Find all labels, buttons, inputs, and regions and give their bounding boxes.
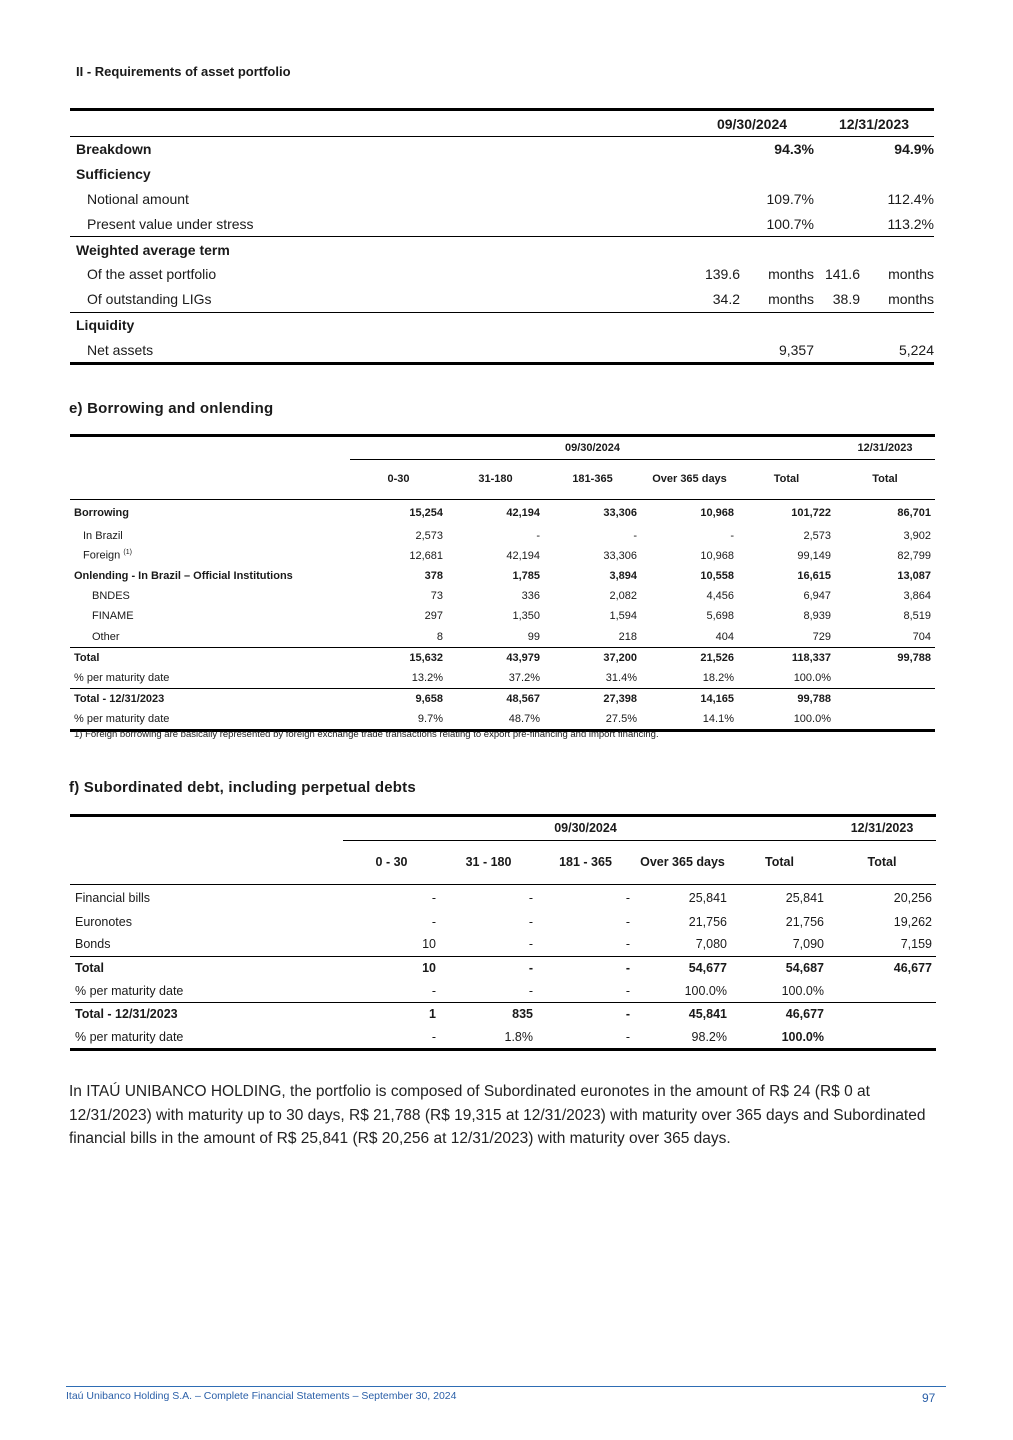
group-header-2024: 09/30/2024 (350, 436, 835, 460)
cell-value (835, 689, 935, 710)
cell-value: 3,864 (903, 590, 931, 603)
table-row-breakdown (70, 137, 934, 162)
cell-value: 835 (512, 1007, 533, 1022)
cell-value: 25,841 (688, 890, 727, 905)
cell-value (835, 668, 935, 689)
cell-value: 37,200 (603, 651, 637, 664)
table-row-asset-portfolio (70, 262, 934, 287)
cell-value: 1,350 (512, 610, 540, 623)
row-label (70, 979, 343, 1002)
column-header: 181-365 (572, 473, 613, 486)
group-header-2023: 12/31/2023 (828, 816, 936, 841)
cell-value: 2,573 (415, 529, 443, 542)
cell-value: 21,526 (700, 651, 734, 664)
cell-value: - (625, 937, 630, 952)
row-label-text: BNDES (92, 590, 130, 603)
footer-text: Itaú Unibanco Holding S.A. – Complete Financial Statements – September 30, 2024 (66, 1390, 457, 1402)
cell-value: 5,224 (898, 341, 934, 358)
cell-value: 101,722 (791, 506, 831, 519)
section-f-title: f) Subordinated debt, including perpetual debts (69, 779, 416, 796)
cell-value: 7,080 (695, 937, 727, 952)
row-label-text: % per maturity date (75, 1029, 184, 1044)
cell-value: - (431, 914, 436, 929)
cell-value: 113.2% (887, 215, 934, 232)
cell-value: 10,558 (700, 569, 734, 582)
cell-value: 1,594 (609, 610, 637, 623)
cell-value: 1 (429, 1007, 436, 1022)
cell-value: - (625, 961, 630, 976)
cell-value: 15,632 (409, 651, 443, 664)
cell-value: 37.2% (508, 671, 540, 684)
cell-value: 54,677 (688, 961, 727, 976)
cell-value: 42,194 (506, 549, 540, 562)
asset-portfolio-table (70, 108, 934, 365)
cell-value: 6,947 (803, 590, 831, 603)
cell-value: 100.7% (766, 215, 814, 232)
cell-value: 3,894 (609, 569, 637, 582)
borrowing-onlending-table (70, 434, 935, 732)
cell-value: 100.0% (781, 1029, 824, 1044)
cell-value: 2,573 (803, 529, 831, 542)
row-label-text: Onlending - In Brazil – Official Institutions (74, 569, 293, 582)
row-label (70, 956, 343, 979)
cell-value: 9,658 (415, 693, 443, 706)
section-ii-title: II - Requirements of asset portfolio (76, 64, 291, 79)
row-label (70, 1026, 343, 1050)
row-label-text: % per maturity date (75, 983, 184, 998)
table-row (70, 709, 935, 731)
cell-value: 404 (715, 630, 734, 643)
table-row (70, 526, 935, 546)
column-header: 0 - 30 (375, 855, 408, 870)
row-label-text: Foreign (83, 550, 121, 563)
cell-value: 10 (422, 937, 436, 952)
row-label (70, 626, 350, 647)
cell-value: 46,677 (785, 1007, 824, 1022)
cell-value: 14,165 (700, 693, 734, 706)
cell-value: 8,519 (903, 610, 931, 623)
row-label (70, 500, 350, 526)
cell-value: 7,159 (900, 937, 932, 952)
cell-value: - (431, 890, 436, 905)
cell-value (835, 709, 935, 731)
cell-value: 21,756 (785, 914, 824, 929)
cell-value: 141.6 (824, 266, 860, 283)
group-header-2024: 09/30/2024 (343, 816, 828, 841)
cell-value: - (625, 983, 630, 998)
row-label-text: Total (74, 651, 100, 664)
cell-value: - (528, 914, 533, 929)
column-header-2023: 12/31/2023 (838, 115, 910, 132)
table-row-present-value (70, 211, 934, 236)
cell-value (828, 979, 936, 1002)
column-header: 181 - 365 (559, 855, 612, 870)
row-label (70, 546, 350, 566)
row-label (70, 885, 343, 911)
cell-unit: months (768, 291, 814, 308)
table-row (70, 586, 935, 606)
row-label (70, 586, 350, 606)
cell-value: 18.2% (702, 671, 734, 684)
row-label-text: Other (92, 630, 120, 643)
row-label-text: Financial bills (75, 890, 151, 905)
table-row (70, 668, 935, 689)
cell-value: 139.6 (704, 266, 740, 283)
table-row (70, 933, 936, 956)
cell-unit: months (888, 291, 934, 308)
cell-value: 704 (912, 630, 931, 643)
cell-value: 43,979 (506, 651, 540, 664)
cell-value: 4,456 (706, 590, 734, 603)
cell-value: 218 (618, 630, 637, 643)
cell-value: 5,698 (706, 610, 734, 623)
cell-value: 94.3% (774, 141, 814, 158)
row-label-text: Bonds (75, 937, 111, 952)
row-label: Present value under stress (87, 215, 254, 232)
cell-value: 13.2% (411, 671, 443, 684)
cell-value: - (528, 890, 533, 905)
table-row (70, 979, 936, 1002)
cell-value: 25,841 (785, 890, 824, 905)
cell-value: - (528, 961, 533, 976)
cell-value: 8,939 (803, 610, 831, 623)
cell-value: 100.0% (684, 983, 727, 998)
column-header: Total (872, 473, 898, 486)
cell-value: 100.0% (781, 983, 824, 998)
table-row-liquidity (70, 312, 934, 337)
cell-value: - (625, 914, 630, 929)
cell-value: 13,087 (897, 569, 931, 582)
cell-value: 100.0% (793, 671, 831, 684)
cell-value: - (528, 983, 533, 998)
cell-value: 2,082 (609, 590, 637, 603)
table-row (70, 626, 935, 647)
section-e-title: e) Borrowing and onlending (69, 400, 274, 417)
cell-value: 10,968 (700, 549, 734, 562)
cell-value: 99,788 (797, 693, 831, 706)
row-label: Liquidity (76, 316, 135, 333)
cell-unit: months (888, 266, 934, 283)
column-header: 0-30 (387, 473, 410, 486)
cell-value: - (625, 890, 630, 905)
table-row (70, 1002, 936, 1025)
cell-value: 19,262 (893, 914, 932, 929)
cell-value: 118,337 (791, 651, 831, 664)
row-label (70, 911, 343, 934)
row-label-text: Total - 12/31/2023 (74, 693, 165, 706)
cell-value: 48,567 (506, 693, 540, 706)
cell-value: 100.0% (793, 713, 831, 726)
cell-value: 73 (430, 590, 443, 603)
row-label (70, 566, 350, 586)
cell-value: 7,090 (792, 937, 824, 952)
cell-value: 112.4% (887, 190, 934, 207)
column-header: Over 365 days (652, 473, 727, 486)
cell-value: - (536, 529, 540, 542)
page-number: 97 (922, 1391, 936, 1405)
row-label (70, 709, 350, 731)
table-row-notional (70, 187, 934, 212)
column-header: 31-180 (478, 473, 513, 486)
row-label-text: In Brazil (83, 529, 123, 542)
cell-value: 86,701 (897, 506, 931, 519)
row-label (70, 933, 343, 956)
cell-value: 98.2% (691, 1029, 727, 1044)
cell-value: 99,149 (797, 549, 831, 562)
cell-value: 45,841 (688, 1007, 727, 1022)
cell-value: 10,968 (700, 506, 734, 519)
table-header-row (70, 110, 934, 137)
cell-value: 38.9 (832, 291, 860, 308)
table-row (70, 500, 935, 526)
row-label-text: % per maturity date (74, 671, 170, 684)
table-row-outstanding (70, 287, 934, 312)
table-row-sufficiency (70, 162, 934, 187)
table-row (70, 566, 935, 586)
group-header-row (70, 436, 935, 460)
cell-value: - (431, 983, 436, 998)
cell-value: 34.2 (712, 291, 740, 308)
table-row (70, 606, 935, 626)
cell-value: 46,677 (893, 961, 932, 976)
cell-value: 21,756 (688, 914, 727, 929)
cell-value: 27,398 (603, 693, 637, 706)
cell-value: 16,615 (797, 569, 831, 582)
column-header-row (70, 840, 936, 885)
cell-value: 9.7% (417, 713, 443, 726)
column-header: Total (867, 855, 897, 870)
cell-value: 33,306 (603, 549, 637, 562)
row-label (70, 689, 350, 710)
row-label (70, 668, 350, 689)
column-header: Total (773, 473, 800, 486)
row-label-text: Borrowing (74, 506, 129, 519)
row-label (70, 526, 350, 546)
row-label: Breakdown (76, 141, 152, 158)
table-row (70, 689, 935, 710)
table-row-net-assets (70, 337, 934, 363)
cell-value: 1,785 (512, 569, 540, 582)
row-label (70, 606, 350, 626)
cell-value: 99 (527, 630, 540, 643)
cell-value: 33,306 (603, 506, 637, 519)
cell-value: 1.8% (504, 1029, 533, 1044)
cell-value: 31.4% (605, 671, 637, 684)
footer-divider (66, 1386, 946, 1387)
cell-value: - (625, 1007, 630, 1022)
row-label-text: Total (75, 961, 104, 976)
cell-value: 297 (424, 610, 443, 623)
cell-value: 48.7% (508, 713, 540, 726)
table-row (70, 911, 936, 934)
row-label: Weighted average term (76, 241, 230, 258)
table-row (70, 885, 936, 911)
body-paragraph: In ITAÚ UNIBANCO HOLDING, the portfolio is composed of Subordinated euronotes in the amount of R$ 24 (R$ 0 at 12/31/2023) with maturity up to 30 days, R$ 21,788 (R$ 19,315 at 12/31/2023) with maturity over 365 days and Subordinated financial bills in the amount of R$ 25,841 (R$ 20,256 at 12/31/2023) with maturity over 365 days. (69, 1083, 926, 1147)
row-label (70, 647, 350, 668)
cell-unit: months (768, 266, 814, 283)
table-row (70, 546, 935, 566)
cell-value: 336 (521, 590, 540, 603)
cell-value: 729 (812, 630, 831, 643)
group-header-2023: 12/31/2023 (835, 436, 935, 460)
table-row (70, 956, 936, 979)
column-header-2024: 09/30/2024 (716, 115, 788, 132)
cell-value: 99,788 (897, 651, 931, 664)
cell-value: 15,254 (409, 506, 443, 519)
row-label: Of the asset portfolio (87, 266, 217, 283)
column-header-row (70, 459, 935, 500)
row-label-text: % per maturity date (74, 713, 170, 726)
cell-value (828, 1002, 936, 1025)
column-header: Over 365 days (640, 855, 725, 870)
cell-value: 109.7% (766, 190, 814, 207)
footnote-marker: (1) (123, 549, 132, 557)
cell-value: 42,194 (506, 506, 540, 519)
cell-value: - (730, 529, 734, 542)
row-label-text: Total - 12/31/2023 (75, 1007, 178, 1022)
group-header-row (70, 816, 936, 841)
subordinated-debt-table (70, 814, 936, 1051)
cell-value: 20,256 (893, 890, 932, 905)
column-header: Total (765, 855, 794, 870)
cell-value: - (633, 529, 637, 542)
cell-value: 378 (424, 569, 443, 582)
cell-value: - (528, 937, 533, 952)
column-header: 31 - 180 (465, 855, 512, 870)
table-row-wat (70, 237, 934, 262)
cell-value: 27.5% (605, 713, 637, 726)
cell-value (828, 1026, 936, 1050)
cell-value: 54,687 (785, 961, 824, 976)
row-label-text: Euronotes (75, 914, 132, 929)
cell-value: 8 (436, 630, 443, 643)
cell-value: 10 (422, 961, 436, 976)
cell-value: 3,902 (903, 529, 931, 542)
row-label: Net assets (87, 341, 154, 358)
footnote: 1) Foreign borrowing are basically represented by foreign exchange trade transactions relating to export pre-financing and import financing. (74, 729, 659, 740)
row-label-text: FINAME (92, 610, 134, 623)
row-label: Notional amount (87, 190, 189, 207)
row-label: Sufficiency (76, 166, 151, 183)
table-row (70, 647, 935, 668)
cell-value: 12,681 (409, 549, 443, 562)
cell-value: 82,799 (897, 549, 931, 562)
row-label (70, 1002, 343, 1025)
cell-value: - (625, 1029, 630, 1044)
table-row (70, 1026, 936, 1050)
row-label: Of outstanding LIGs (87, 291, 212, 308)
cell-value: 14.1% (702, 713, 734, 726)
cell-value: - (431, 1029, 436, 1044)
cell-value: 94.9% (894, 141, 934, 158)
cell-value: 9,357 (778, 341, 814, 358)
